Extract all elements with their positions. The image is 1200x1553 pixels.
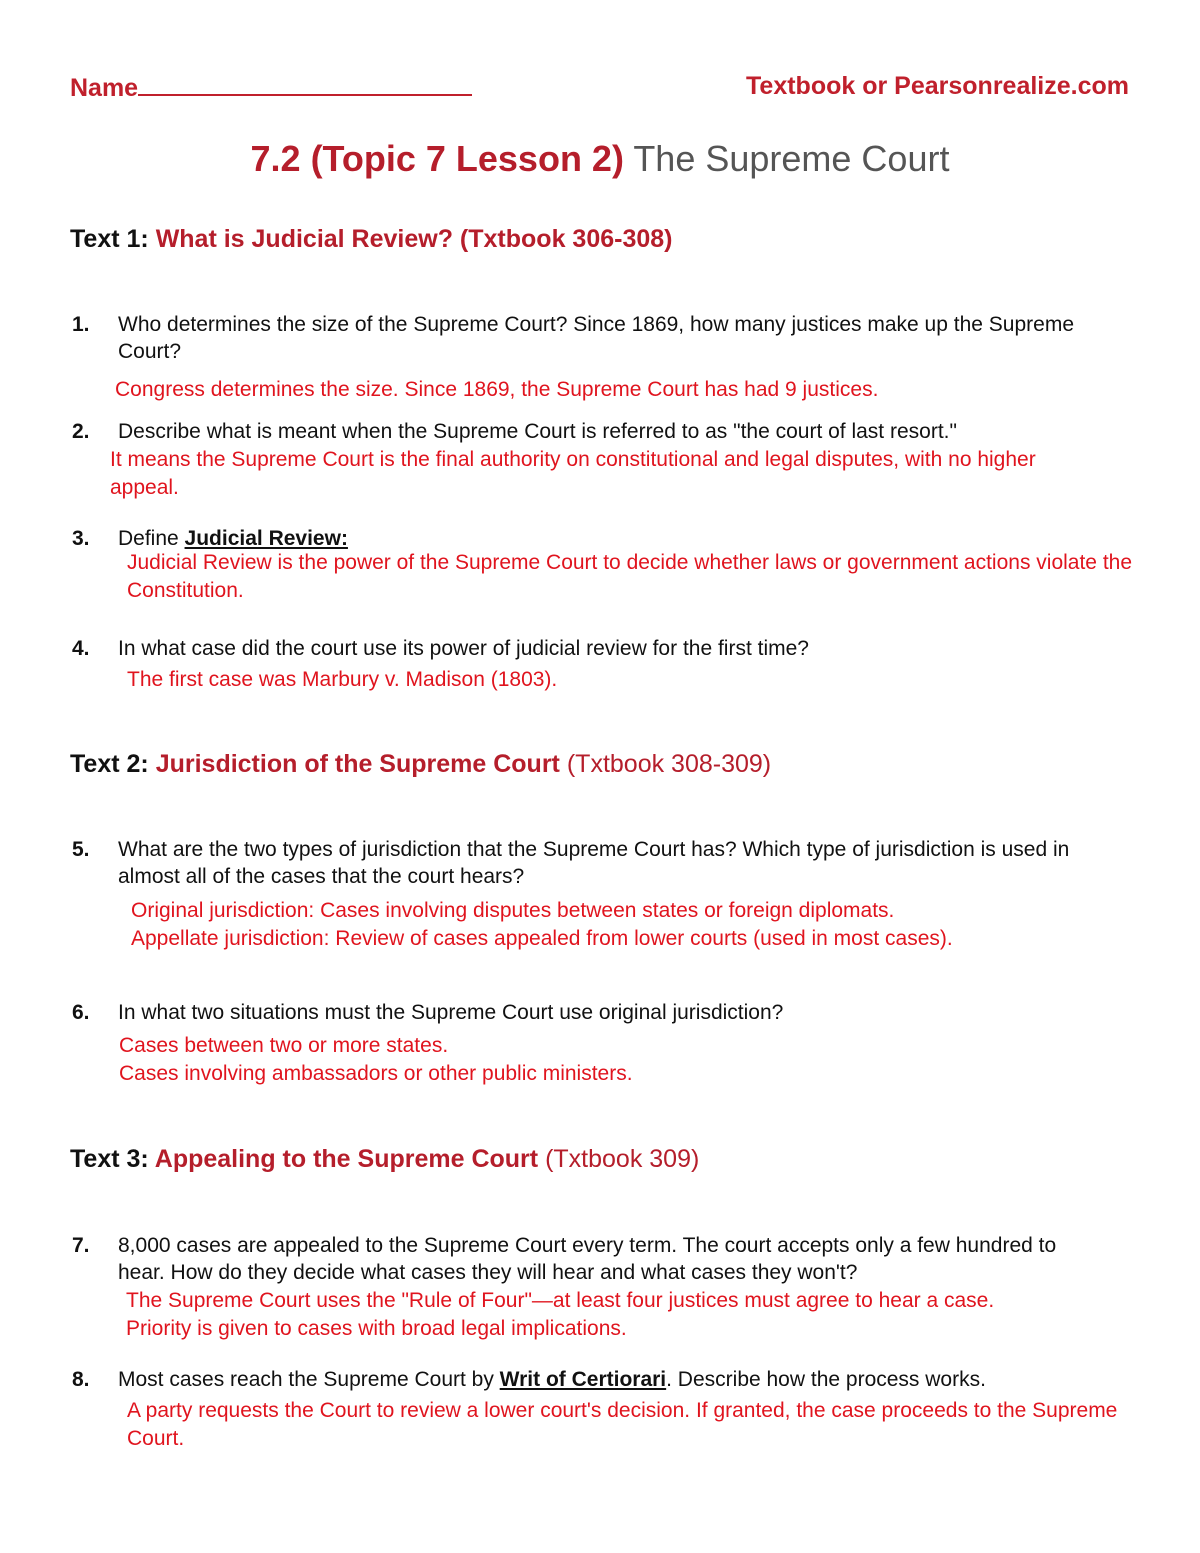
answer-line: The Supreme Court uses the "Rule of Four"—at least four justices must agree to hear a case. xyxy=(126,1289,995,1312)
section-title: Appealing to the Supreme Court xyxy=(154,1145,539,1173)
page-title xyxy=(0,138,1200,180)
question-number: 5. xyxy=(72,838,90,861)
section-title: Jurisdiction of the Supreme Court xyxy=(155,750,560,778)
lesson-number: 7.2 (Topic 7 Lesson 2) xyxy=(250,138,624,179)
section-heading-3 xyxy=(70,1145,699,1174)
question-text: What are the two types of jurisdiction that the Supreme Court has? Which type of jurisdiction is used in almost all of the cases that the court hears? xyxy=(118,838,1070,888)
question-text: Who determines the size of the Supreme Court? Since 1869, how many justices make up the Supreme Court? xyxy=(118,313,1074,363)
section-pages: (Txtbook 308-309) xyxy=(566,750,772,778)
lesson-topic: The Supreme Court xyxy=(633,138,950,179)
question-number: 8. xyxy=(72,1368,90,1391)
question-5 xyxy=(72,836,1118,890)
section-heading-2 xyxy=(70,750,771,779)
question-text: Describe what is meant when the Supreme Court is referred to as "the court of last resort." xyxy=(118,420,957,443)
answer-5 xyxy=(131,897,1181,953)
answer-line: A party requests the Court to review a lower court's decision. If granted, the case proceeds to the Supreme Court. xyxy=(127,1399,1118,1450)
question-3 xyxy=(72,525,1118,552)
answer-line: Congress determines the size. Since 1869, the Supreme Court has had 9 justices. xyxy=(115,378,879,401)
question-number: 1. xyxy=(72,313,90,336)
question-1 xyxy=(72,311,1103,365)
section-prefix: Text 2: xyxy=(70,750,149,778)
answer-2 xyxy=(110,446,1090,502)
question-7 xyxy=(72,1232,1088,1286)
answer-line: Cases between two or more states. xyxy=(119,1034,449,1057)
section-prefix: Text 1: xyxy=(70,225,149,253)
question-2 xyxy=(72,418,1118,445)
question-6 xyxy=(72,999,1118,1026)
question-4 xyxy=(72,635,1118,662)
answer-line: Original jurisdiction: Cases involving disputes between states or foreign diplomats. xyxy=(131,899,895,922)
question-8 xyxy=(72,1366,1118,1393)
name-field[interactable] xyxy=(70,72,472,103)
question-text: In what case did the court use its power of judicial review for the first time? xyxy=(118,637,809,660)
source-label: Textbook or Pearsonrealize.com xyxy=(746,72,1129,100)
question-text-before: Most cases reach the Supreme Court by xyxy=(118,1368,500,1391)
answer-4 xyxy=(127,666,1177,694)
answer-7 xyxy=(126,1287,1176,1343)
question-number: 2. xyxy=(72,420,90,443)
question-text-after: . Describe how the process works. xyxy=(666,1368,986,1391)
answer-1 xyxy=(115,376,1165,404)
question-number: 6. xyxy=(72,1001,90,1024)
term-writ-of-certiorari: Writ of Certiorari xyxy=(499,1368,667,1391)
section-title: What is Judicial Review? (Txtbook 306-308) xyxy=(155,225,673,253)
section-pages: (Txtbook 309) xyxy=(545,1145,700,1173)
answer-line: Judicial Review is the power of the Supreme Court to decide whether laws or government actions violate the Constitution. xyxy=(127,551,1133,602)
answer-8 xyxy=(127,1397,1157,1453)
question-number: 3. xyxy=(72,527,90,550)
question-text xyxy=(118,1366,1118,1393)
answer-3 xyxy=(127,549,1157,605)
section-heading-1 xyxy=(70,225,673,254)
answer-line: Cases involving ambassadors or other public ministers. xyxy=(119,1062,633,1085)
answer-line: Priority is given to cases with broad legal implications. xyxy=(126,1317,627,1340)
answer-line: It means the Supreme Court is the final authority on constitutional and legal disputes, with no higher appeal. xyxy=(110,448,1036,499)
question-number: 4. xyxy=(72,637,90,660)
name-blank-line[interactable] xyxy=(138,72,472,96)
question-text: In what two situations must the Supreme Court use original jurisdiction? xyxy=(118,1001,784,1024)
question-text-before: Define xyxy=(118,527,185,550)
term-judicial-review: Judicial Review: xyxy=(184,527,348,550)
name-label: Name xyxy=(70,74,139,102)
question-text xyxy=(118,525,1118,552)
question-text: 8,000 cases are appealed to the Supreme Court every term. The court accepts only a few hundred to hear. How do they decide what cases they will hear and what cases they won't? xyxy=(118,1234,1057,1284)
question-number: 7. xyxy=(72,1234,90,1257)
answer-line: The first case was Marbury v. Madison (1803). xyxy=(127,668,558,691)
answer-6 xyxy=(119,1032,1169,1088)
answer-line: Appellate jurisdiction: Review of cases appealed from lower courts (used in most cases). xyxy=(131,927,953,950)
section-prefix: Text 3: xyxy=(70,1145,149,1173)
